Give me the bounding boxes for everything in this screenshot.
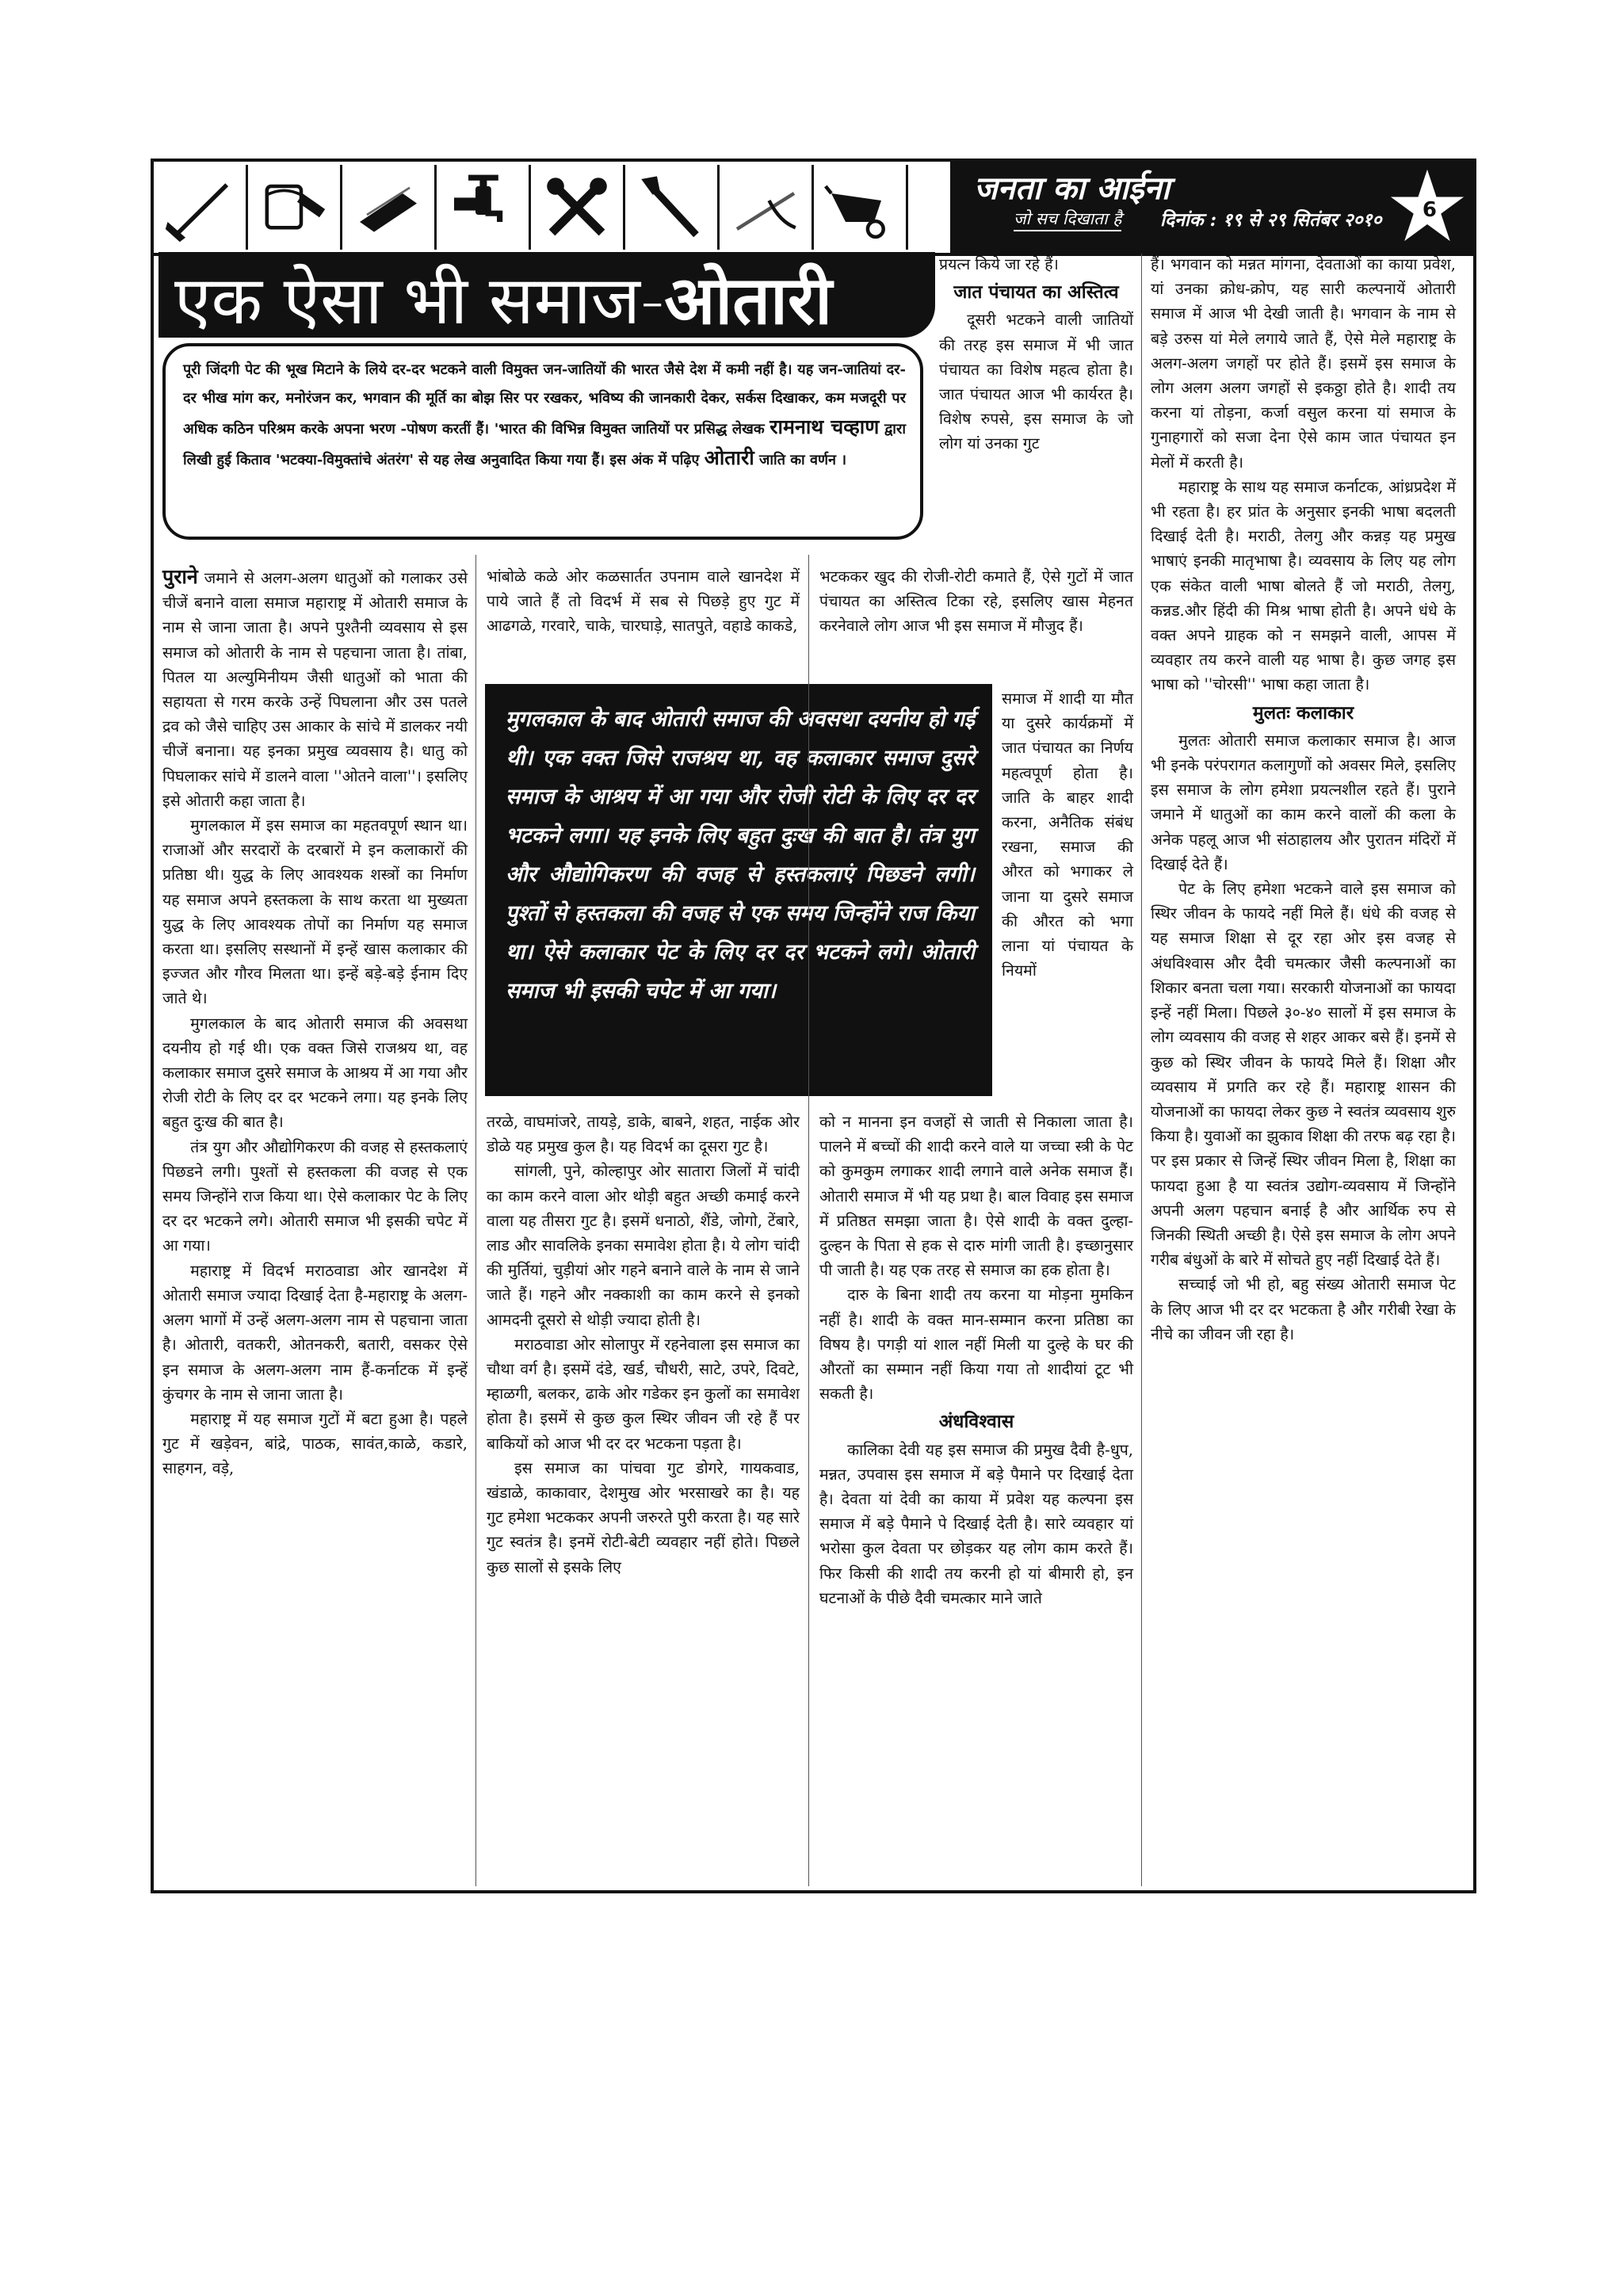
trowel-icon: [342, 165, 437, 250]
wrench-icon: [625, 165, 720, 250]
col2-paragraph-5: इस समाज का पांचवा गुट डोगरे, गायकवाड, खंडाळे, काकावार, देशमुख ओर भरसाखरे का है। यह गुट हमेशा भटककर अपनी जरुरते पुरी करता है। यह सारे गुट स्वतंत्र है। इनमें रोटी-बेटी व्यवहार नहीं होते। पिछले कुछ सालों से इसके लिए: [487, 1458, 800, 1576]
col4-paragraph-4: पेट के लिए हमेशा भटकने वाले इस समाज को स्थिर जीवन के फायदे नहीं मिले हैं। धंधे की वजह से यह समाज शिक्षा से दूर रहा ओर इस वजह से अंधविश्वास और दैवी चमत्कार जैसी कल्पनाओं का शिकार बनता चला गया। सरकारी योजनाओं का फायदा इन्हें नहीं मिला। पिछले ३०-४० सालों में इस समाज के लोग व्यवसाय की वजह से शहर आकर बसे हैं। इनमें से कुछ को स्थिर जीवन के फायदे मिले हैं। शिक्षा और व्यवसाय में प्रगति कर रहे हैं। महाराष्ट्र शासन की योजनाओं का फायदा लेकर कुछ ने स्वतंत्र व्यवसाय शुरु किया है। युवाओं का झुकाव शिक्षा की तरफ बढ़ रहा है। पर इस प्रकार से जिन्हें स्थिर जीवन मिला है, शिक्षा का फायदा हुआ है या स्वतंत्र उद्योग-व्यवसाय में जिन्होंने अपनी अलग पहचान बनाई है और आर्थिक रुप से जिनकी स्थिती अच्छी है। ऐसे इस समाज के लोग अपने गरीब बंधुओं के बारे में सोचते हुए नहीं दिखाई देते हैं।: [1151, 880, 1456, 1270]
col1-paragraph-2: मुगलकाल में इस समाज का महतवपूर्ण स्थान था। राजाओं और सरदारों के दरबारों मे इन कलाकारों की प्रतिष्ठा थी। युद्ध के लिए आवश्यक शस्त्रों का निर्माण यह समाज अपने हस्तकला के साथ करता था मुख्यता युद्ध के लिए आवश्यक तोपों का निर्माण यह समाज करता था। इसलिए सस्थानों में इन्हें खास कलाकार की इज्जत और गौरव मिलता था। इन्हें बड़े-बड़े ईनाम दिए जाते थे।: [162, 816, 468, 1008]
masthead-brand: जनता का आईना: [974, 170, 1170, 207]
intro-caste: ओतारी: [704, 446, 754, 469]
title-part-1: एक ऐसा भी समाज-: [174, 262, 665, 339]
intro-text-2: द्वारा लिखी हुई किताव 'भटक्या-विमुक्तांचे अंतरंग' से यह लेख अनुवादित किया गया हैं। इस अंक में पढ़िए: [183, 421, 906, 468]
intro-text-1: पूरी जिंदगी पेट की भूख मिटाने के लिये दर-दर भटकने वाली विमुक्त जन-जातियों की भारत जैसे देश में कमी नहीं है। यह जन-जातियां दर-दर भीख मांग कर, मनोरंजन कर, भगवान की मूर्ति का बोझ सिर पर रखकर, भविष्य की जानकारी देकर, सर्कस दिखाकर, कम मजदूरी पर अधिक कठिन परिश्रम करके अपना भरण -पोषण करतीं हैं। 'भारत की विभिन्न विमुक्त जातियों पर प्रसिद्ध लेखक: [183, 361, 906, 437]
page-number: 6: [1422, 198, 1437, 222]
tools-cross-icon: [531, 165, 625, 250]
column-3-narrow: [1002, 686, 1133, 983]
masthead-dateline: दिनांक : १९ से २९ सितंबर २०१०: [1160, 209, 1382, 231]
intro-text-3: जाति का वर्णन ।: [754, 452, 847, 468]
column-2-bottom: [487, 1110, 800, 1580]
masthead-tagline: जो सच दिखाता है: [1014, 208, 1121, 231]
col4-paragraph-1: हैं। भगवान को मन्नत मांगना, देवताओं का काया प्रवेश, यां उनका क्रोध-क्रोप, यह सारी कल्पनायें ओतारी समाज में आज भी देखी जाती है। भगवान के नाम से बड़े उरुस यां मेले लगाये जाते हैं, ऐसे मेले महाराष्ट्र के अलग-अलग जगहों पर होते हैं। इसमें इस समाज के लोग अलग अलग जगहों से इकठ्ठा होते है। शादी तय करना यां तोड़ना, कर्जा वसुल करना यां समाज के गुनाहगारों को सजा देना ऐसे काम जात पंचायत इन मेलों में करती है।: [1151, 255, 1456, 472]
col3-paragraph-1: दूसरी भटकने वाली जातियों की तरह इस समाज में भी जात पंचायत का विशेष महत्व होता है। जात पंचायत आज भी कार्यरत है। विशेष रुपसे, इस समाज के जो लोग यां उनका गुट: [939, 311, 1133, 453]
col1-lead-word: पुराने: [162, 565, 198, 588]
col1-p1-text: जमाने से अलग-अलग धातुओं को गलाकर उसे चीजें बनाने वाला समाज महाराष्ट्र में ओतारी समाज के नाम से जाना जाता है। अपने पुश्तैनी व्यवसाय से इस समाज को ओतारी के नाम से पहचाना जाता है। तांबा, पितल या अल्युमिनीयम जैसी धातुओं को भाता की सहायता से गरम करके उन्हें पिघलाना और उस पतले द्रव को जैसे चाहिए उस आकार के सांचे में डालकर नयी चीजें बनाना। यह इनका प्रमुख व्यवसाय है। धातु को पिघलाकर सांचे में डालने वाला ''ओतने वाला''। इसलिए इसे ओतारी कहा जाता है।: [162, 569, 468, 810]
wheelbarrow-icon: [814, 165, 908, 250]
paint-bucket-icon: [248, 165, 342, 250]
intro-box: [162, 343, 923, 540]
col1-paragraph-3: मुगलकाल के बाद ओतारी समाज की अवसथा दयनीय हो गई थी। एक वक्त जिसे राजश्रय था, वह कलाकार समाज दुसरे समाज के आश्रय में आ गया और रोजी रोटी के लिए दर दर भटकने लगा। यह इनके लिए बहुत दुःख की बात है।: [162, 1014, 468, 1132]
col3-paragraph-3: को न मानना इन वजहों से जाती से निकाला जाता है। पालने में बच्चों की शादी करने वाले या जच्चा स्त्री के पेट को कुमकुम लगाकर शादी लगाने वाले अनेक समाज हैं। ओतारी समाज में भी यह प्रथा है। बाल विवाह इस समाज में प्रतिष्ठत समझा जाता है। ऐसे शादी के वक्त दुल्हा-दुल्हन के पिता से हक से दारु मांगी जाती है। इच्छानुसार पी जाती है। यह एक तरह से समाज का हक होता है।: [819, 1113, 1133, 1280]
col2-paragraph-1: भांबोळे कळे ओर कळसार्तत उपनाम वाले खानदेश में पाये जाते हैं तो विदर्भ में सब से पिछड़े हुए गुट में आढगळे, गरवारे, चाके, चारघाड़े, सातपुते, वहाडे काकडे,: [487, 567, 800, 636]
col1-paragraph-6: महाराष्ट्र में यह समाज गुटों में बटा हुआ है। पहले गुट में खड़ेवन, बांद्रे, पाठक, सावंत,काळे, कडारे, साहगन, वड़े,: [162, 1409, 468, 1478]
column-divider: [475, 555, 476, 1886]
col3-heading-1: जात पंचायत का अस्तित्व: [953, 281, 1119, 304]
col2-paragraph-2: तरळे, वाघमांजरे, तायड़े, डाके, बाबने, शहत, नाईक ओर डोळे यह प्रमुख कुल है। यह विदर्भ का दूसरा गुट है।: [487, 1113, 800, 1156]
col3-narrow-text: समाज में शादी या मौत या दुसरे कार्यक्रमों में जात पंचायत का निर्णय महत्वपूर्ण होता है। जाति के बाहर शादी करना, अनैतिक संबंध रखना, समाज की औरत को भगाकर ले जाना या दुसरे समाज की औरत को भगा लाना यां पंचायत के नियमों: [1002, 690, 1133, 980]
col3-paragraph-2: भटककर खुद की रोजी-रोटी कमाते हैं, ऐसे गुटों में जात पंचायत का अस्तित्व टिका रहे, इसलिए खास मेहनत करनेवाले लोग आज भी इस समाज में मौजुद हैं।: [819, 567, 1133, 636]
col4-paragraph-2: महाराष्ट्र के साथ यह समाज कर्नाटक, आंध्रप्रदेश में भी रहता है। हर प्रांत के अनुसार इनकी भाषा बदलती दिखाई देती है। मराठी, तेलगु और कन्नड़ यह प्रमुख भाषाएं इनकी मातृभाषा है। व्यवसाय के लिए यह लोग एक संकेत वाली भाषा बोलते हैं जो मराठी, तेलगु, कन्नड.और हिंदी की मिश्र भाषा होती है। अपने धंधे के वक्त अपने ग्राहक को न समझने वाली, आपस में व्यवहार तय करने वाली यह भाषा है। कुछ जगह इस भाषा को ''चोरसी'' भाषा कहा जाता है।: [1151, 477, 1456, 694]
intro-author: रामनाथ चव्हाण: [769, 415, 880, 438]
column-1: [162, 564, 468, 1481]
col3-heading-2: अंधविश्वास: [938, 1411, 1014, 1433]
pickaxe-icon: [720, 165, 814, 250]
col4-paragraph-3: मुलतः ओतारी समाज कलाकार समाज है। आज भी इनके परंपरागत कलागुणों को अवसर मिले, इसलिए इस समाज के लोग हमेशा प्रयत्नशील रहते हैं। पुराने जमाने में धातुओं का काम करने वालों की कला के अनेक पहलू आज भी संठाहालय और पुरातन मंदिरों में दिखाई देते हैं।: [1151, 731, 1456, 873]
col4-paragraph-5: सच्चाई जो भी हो, बहु संख्य ओतारी समाज पेट के लिए आज भी दर दर भटकता है और गरीबी रेखा के नीचे का जीवन जी रहा है।: [1151, 1275, 1456, 1343]
column-2-top: [487, 564, 800, 639]
column-4: [1151, 252, 1456, 1347]
col3-paragraph-4: दारु के बिना शादी तय करना या मोड़ना मुमकिन नहीं है। शादी के वक्त मान-सम्मान करना प्रतिष्ठा का विषय है। पगड़ी यां शाल नहीं मिली या दुल्हे के घर की औरतों का सम्मान नहीं किया गया तो शादीयां टूट भी सकती है।: [819, 1286, 1133, 1404]
column-divider: [1141, 254, 1142, 1886]
tool-icon-strip: [154, 162, 946, 253]
col4-heading: मुलतः कलाकार: [1252, 701, 1354, 724]
column-divider: [808, 555, 809, 1886]
col1-paragraph-4: तंत्र युग और औद्योगिकरण की वजह से हस्तकलाएं पिछडने लगी। पुश्तों से हस्तकला की वजह से एक समय जिन्होंने राज किया था। ऐसे कलाकार पेट के लिए दर दर भटकने लगे। ओतारी समाज भी इसकी चपेट में आ गया।: [162, 1137, 468, 1255]
hoe-icon: [154, 165, 248, 250]
column-3-bottom: [819, 1110, 1133, 1610]
col1-paragraph-1: [162, 564, 468, 813]
pull-quote: मुगलकाल के बाद ओतारी समाज की अवसथा दयनीय हो गई थी। एक वक्त जिसे राजश्रय था, वह कलाकार समाज दुसरे समाज के आश्रय में आ गया और रोजी रोटी के लिए दर दर भटकने लगा। यह इनके लिए बहुत दुःख की बात है। तंत्र युग और औद्योगिकरण की वजह से हस्तकलाएं पिछडने लगी। पुश्तों से हस्तकला की वजह से एक समय जिन्होंने राज किया था। ऐसे कलाकार पेट के लिए दर दर भटकने लगे। ओतारी समाज भी इसकी चपेट में आ गया।: [485, 684, 992, 1096]
col2-paragraph-3: सांगली, पुने, कोल्हापुर ओर सातारा जिलों में चांदी का काम करने वाला ओर थोड़ी बहुत अच्छी कमाई करने वाला यह तीसरा गुट है। इसमें धनाठो, शैंडे, जोगो, टेंबारे, लाड और सावलिके इनका समावेश होता है। ये लोग चांदी की मुर्तियां, चुड़ीयां ओर गहने बनाने वाले के नाम से जाने जाते हैं। गहने और नक्काशी का काम करने से इनको आमदनी दूसरो से थोड़ी ज्यादा होती है।: [487, 1162, 800, 1329]
col1-paragraph-5: महाराष्ट्र में विदर्भ मराठवाडा ओर खानदेश में ओतारी समाज ज्यादा दिखाई देता है-महाराष्ट्र के अलग-अलग भागों में उन्हें अलग-अलग नाम से पहचाना जाता है। ओतारी, वतकरी, ओतनकरी, बतारी, वसकर ऐसे इन समाज के अलग-अलग नाम हैं-कर्नाटक में इन्हें कुंचगर के नाम से जाना जाता है।: [162, 1261, 468, 1404]
masthead: [950, 162, 1473, 253]
water-tap-icon: [437, 165, 531, 250]
article-title: [158, 252, 935, 338]
column-3-mid: [819, 564, 1133, 639]
col2-paragraph-4: मराठवाडा ओर सोलापुर में रहनेवाला इस समाज का चौथा वर्ग है। इसमें दंडे, खर्ड, चौधरी, साटे, उपरे, दिवटे, म्हाळगी, बलकर, ढाके ओर गडेकर इन कुलों का समावेश होता है। इसमें से कुछ कुल स्थिर जीवन जी रहे हैं पर बाकियों को आज भी दर दर भटकना पड़ता है।: [487, 1335, 800, 1453]
col3-paragraph-5: कालिका देवी यह इस समाज की प्रमुख दैवी है-धुप, मन्नत, उपवास इस समाज में बड़े पैमाने पर दिखाई देता है। देवता यां देवी का काया में प्रवेश यह कल्पना इस समाज में बड़े पैमाने पे दिखाई देती है। सारे व्यवहार यां भरोसा कुल देवता पर छोड़कर यह लोग काम करते हैं। फिर किसी की शादी तय करनी हो यां बीमारी हो, इन घटनाओं के पीछे दैवी चमत्कार माने जाते: [819, 1440, 1133, 1607]
col3-top-text: प्रयत्न किये जा रहे हैं।: [939, 255, 1059, 273]
column-3-top: [939, 252, 1133, 457]
page-header: [151, 159, 1476, 256]
title-part-2: ओतारी: [664, 262, 832, 339]
